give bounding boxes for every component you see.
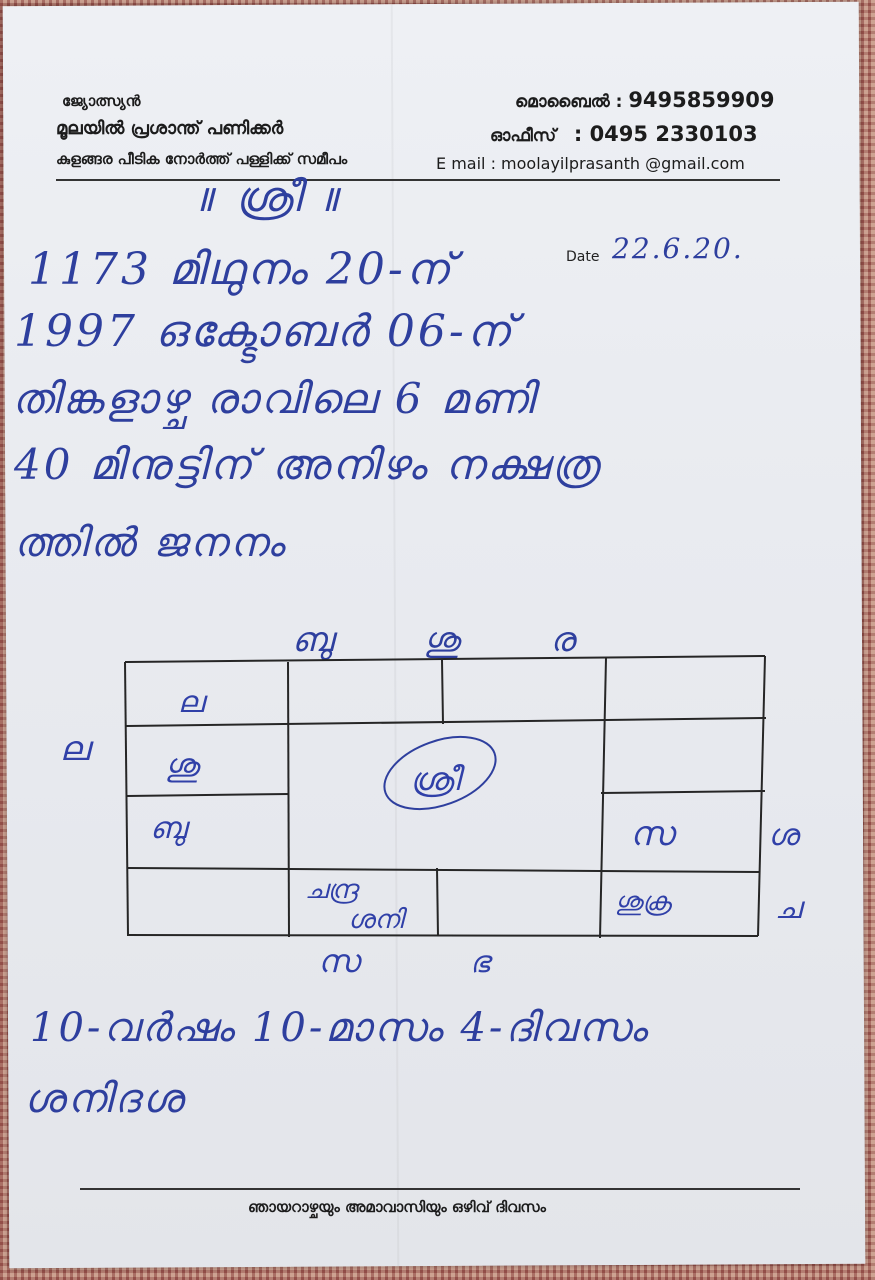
chart-line — [601, 791, 765, 793]
cell-r4c4: ശുക്ര — [615, 887, 671, 917]
chart-line — [127, 794, 289, 796]
outside-bottom-left-label: സ — [318, 942, 360, 980]
outside-left-label: ല — [60, 729, 90, 769]
birth-line-4: 40 മിനുട്ടിന് അനിഴം നക്ഷത്ര — [14, 440, 601, 489]
chart-line — [437, 868, 438, 936]
footer-rule — [80, 1188, 800, 1190]
outside-right-mid-label: ശ — [768, 818, 799, 853]
dasha-line-2: ശനിദശ — [24, 1076, 186, 1122]
footer-note: ഞായറാഴ്ചയും അമാവാസിയും ഒഴിവ് ദിവസം — [248, 1198, 546, 1216]
chart-line — [126, 718, 766, 726]
invocation-line: ॥ ശ്രീ ॥ — [195, 172, 344, 221]
chart-line — [758, 656, 765, 936]
email-label: E mail : — [436, 154, 496, 173]
mobile-label: മൊബൈൽ : — [515, 92, 623, 112]
birth-line-3: തിങ്കളാഴ്ച രാവിലെ 6 മണി — [12, 374, 537, 423]
birth-line-2: 1997 ഒക്ടോബർ 06-ന് — [14, 306, 515, 357]
chart-line — [125, 656, 765, 662]
date-value: 22.6.20. — [612, 232, 744, 265]
email-value: moolayilprasanth @gmail.com — [501, 154, 745, 173]
chart-line — [128, 868, 760, 872]
chart-top-label: ബു — [292, 620, 373, 660]
mobile-number: 9495859909 — [628, 88, 775, 112]
cell-r2c1: ശു — [165, 746, 199, 784]
chart-line — [600, 658, 606, 938]
astrologer-title: ജ്യോത്സ്യൻ — [62, 92, 141, 110]
chart-line — [442, 660, 443, 724]
astrologer-address: കുളങ്ങര പീടിക നോർത്ത് പള്ളിക്ക് സമീപം — [56, 150, 348, 168]
birth-line-1: 1173 മിഥുനം 20-ന് — [28, 244, 454, 295]
chart-line — [125, 662, 128, 935]
cell-r1c1: ല — [178, 685, 204, 720]
birth-line-5: ത്തിൽ ജനനം — [14, 520, 287, 566]
outside-right-bottom-label: ച — [775, 891, 801, 926]
cell-r3c4: സ — [630, 814, 674, 854]
date-label: Date — [566, 249, 600, 265]
cell-center: ശ്രീ — [410, 760, 460, 798]
cell-r3c1: ബു — [150, 811, 187, 846]
chart-line — [288, 662, 289, 937]
office-label: ഓഫീസ് — [490, 126, 557, 146]
chart-top-label: ര — [550, 620, 615, 660]
astrologer-name: മൂലയിൽ പ്രശാന്ത് പണിക്കർ — [56, 118, 284, 139]
cell-r4c2-top: ചന്ദ്ര — [305, 875, 358, 905]
office-number: : 0495 2330103 — [573, 122, 758, 146]
chart-top-label: ശു — [423, 620, 500, 660]
dasha-line-1: 10-വർഷം 10-മാസം 4-ദിവസം — [30, 1005, 650, 1051]
chart-line — [127, 935, 758, 936]
cell-r4c2-bottom: ശനി — [348, 905, 403, 935]
outside-bottom-right-label: ഭ — [470, 945, 490, 980]
